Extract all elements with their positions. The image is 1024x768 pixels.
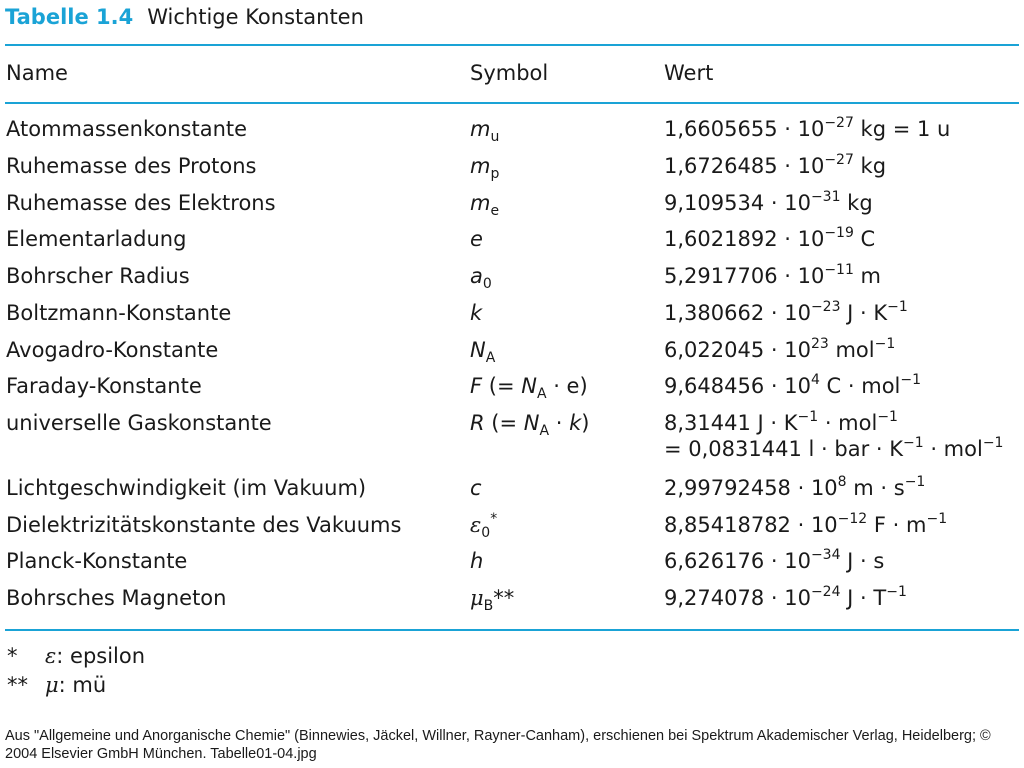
constant-name: Bohrsches Magneton <box>6 586 227 610</box>
footnote-text: : epsilon <box>56 644 146 668</box>
table-row <box>0 115 1024 145</box>
table-row <box>0 336 1024 366</box>
constant-symbol: h <box>470 549 484 573</box>
constant-value: $1,6021892 \cdot 10^{-19}$ C <box>664 225 876 251</box>
constant-value: $9,274078 \cdot 10^{-24}$ $J \cdot T^{-1}$ <box>664 584 907 610</box>
constant-symbol: e <box>470 227 483 251</box>
table-row <box>0 225 1024 255</box>
table-row <box>0 511 1024 541</box>
table-row <box>0 547 1024 577</box>
constant-name: Ruhemasse des Elektrons <box>6 191 276 215</box>
constant-name: universelle Gaskonstante <box>6 411 272 435</box>
footnote-text: : mü <box>58 673 107 697</box>
constant-value: $1,6605655 \cdot 10^{-27}$ kg = 1 u <box>664 115 951 141</box>
constant-value: $1,6726485 \cdot 10^{-27}$ kg <box>664 152 887 178</box>
constant-symbol: c <box>470 476 482 500</box>
constant-symbol: $\varepsilon_0^*$ <box>470 511 498 541</box>
header-symbol: Symbol <box>470 61 549 85</box>
constant-symbol: R (= $N_A \cdot k$) <box>470 411 590 439</box>
constant-name: Lichtgeschwindigkeit (im Vakuum) <box>6 476 367 500</box>
footnote-marker: ** <box>7 673 28 697</box>
constant-name: Avogadro-Konstante <box>6 338 219 362</box>
bottom-rule <box>5 629 1019 631</box>
constant-symbol: $\mu_B**$ <box>470 586 515 614</box>
table-header <box>0 59 1024 87</box>
table-row <box>0 299 1024 329</box>
table-row <box>0 152 1024 182</box>
constant-value: $1,380662 \cdot 10^{-23}$ $J \cdot K^{-1}$ <box>664 299 908 325</box>
table-row <box>0 409 1024 465</box>
constant-value: $6,022045 \cdot 10^{23}$ mol$^{-1}$ <box>664 336 896 362</box>
constant-symbol: $a_0$ <box>470 264 492 292</box>
table-row <box>0 189 1024 219</box>
constant-symbol: $m_u$ <box>470 117 500 145</box>
constant-value: $9,109534 \cdot 10^{-31}$ kg <box>664 189 873 215</box>
top-rule <box>5 44 1019 46</box>
constant-name: Elementarladung <box>6 227 187 251</box>
constant-value: $5,2917706 \cdot 10^{-11}$ m <box>664 262 881 288</box>
constant-value: $8,85418782 \cdot 10^{-12}$ $F \cdot m^{-1}$ <box>664 511 948 537</box>
table-row <box>0 372 1024 402</box>
constant-name: Dielektrizitätskonstante des Vakuums <box>6 513 402 537</box>
constant-symbol: $N_A$ <box>470 338 496 366</box>
source-credit: Aus "Allgemeine und Anorganische Chemie" (Binnewies, Jäckel, Willner, Rayner-Canham), erschienen bei Spektrum Akademischer Verlag, Heidelberg; © 2004 Elsevier GmbH München. Tabelle01-04.jpg <box>5 728 991 762</box>
constant-name: Planck-Konstante <box>6 549 188 573</box>
header-name: Name <box>6 61 68 85</box>
footnote-marker: * <box>7 644 18 668</box>
constant-name: Boltzmann-Konstante <box>6 301 232 325</box>
table-title-text: Wichtige Konstanten <box>147 5 364 29</box>
table-row <box>0 584 1024 614</box>
table-row <box>0 262 1024 292</box>
table-title <box>5 3 364 31</box>
constant-name: Bohrscher Radius <box>6 264 190 288</box>
footnote-symbol: ε <box>45 644 57 668</box>
table-row <box>0 474 1024 504</box>
constant-symbol: $m_p$ <box>470 154 500 182</box>
constant-value: $2,99792458 \cdot 10^8$ $m \cdot s^{-1}$ <box>664 474 926 500</box>
table-number: Tabelle 1.4 <box>5 5 134 29</box>
constant-symbol: F (= $N_A \cdot e$) <box>470 374 588 402</box>
constant-symbol: $m_e$ <box>470 191 500 219</box>
constant-symbol: k <box>470 301 483 325</box>
constant-name: Atommassenkonstante <box>6 117 248 141</box>
footnote-symbol: μ <box>45 673 59 697</box>
constant-name: Faraday-Konstante <box>6 374 202 398</box>
constant-name: Ruhemasse des Protons <box>6 154 257 178</box>
constant-value: $6,626176 \cdot 10^{-34}$ J · s <box>664 547 885 573</box>
constant-value: 8,31441 $J \cdot K^{-1} \cdot mol^{-1}$ <box>664 409 898 435</box>
constant-value-alt: = 0,0831441 l · bar · $K^{-1} \cdot mol^{-1}$ <box>664 435 1004 461</box>
header-rule <box>5 102 1019 104</box>
constant-value: $9,648456 \cdot 10^4$ C · mol$^{-1}$ <box>664 372 922 398</box>
header-value: Wert <box>664 61 714 85</box>
